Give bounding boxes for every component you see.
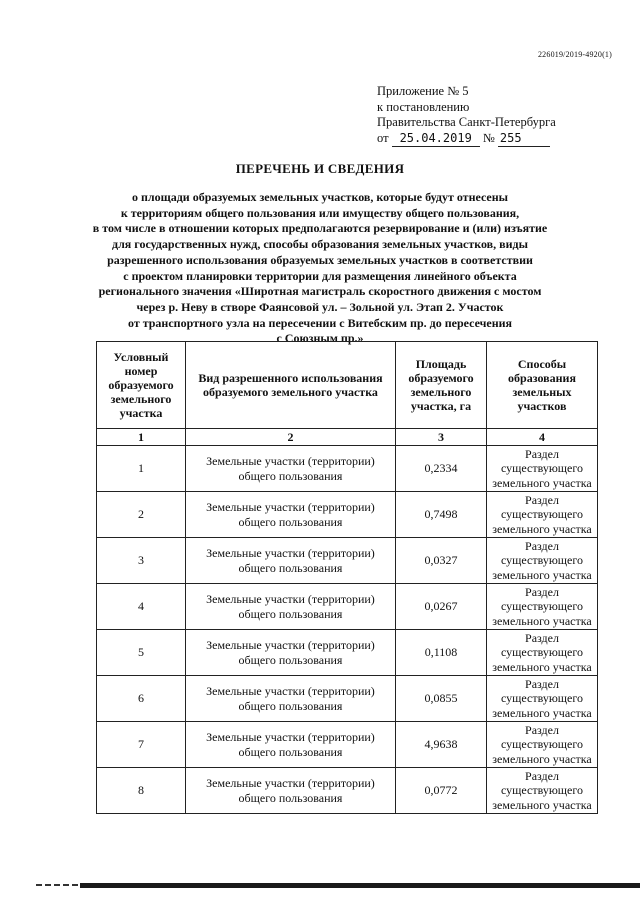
subtitle-line: регионального значения «Широтная магистраль скоростного движения с мостом — [98, 284, 542, 299]
formation-method-cell: Раздел существующего земельного участка — [487, 768, 598, 814]
plot-number-cell: 5 — [97, 630, 186, 676]
table-column-numbers-row — [97, 429, 598, 446]
table-row — [97, 538, 598, 584]
bottom-dashed-rule — [36, 884, 78, 886]
subtitle-line: в том числе в отношении которых предполагаются резервирование и (или) изъятие — [92, 221, 548, 236]
document-subtitle — [60, 190, 580, 347]
plot-number-cell: 6 — [97, 676, 186, 722]
table-row — [97, 768, 598, 814]
area-cell: 0,1108 — [396, 630, 487, 676]
header-area: Площадь образуемого земельного участка, га — [396, 342, 487, 429]
land-plots-table — [96, 341, 598, 814]
permitted-use-cell: Земельные участки (территории) общего пользования — [186, 676, 396, 722]
header-plot-number: Условный номер образуемого земельного участка — [97, 342, 186, 429]
permitted-use-cell: Земельные участки (территории) общего пользования — [186, 584, 396, 630]
bottom-scan-edge — [80, 883, 640, 888]
appendix-date-line — [377, 131, 556, 148]
table-row — [97, 492, 598, 538]
subtitle-line: от транспортного узла на пересечении с Витебским пр. до пересечения — [127, 315, 513, 330]
subtitle-line: о площади образуемых земельных участков, которые будут отнесены — [131, 190, 509, 204]
table-row — [97, 446, 598, 492]
formation-method-cell: Раздел существующего земельного участка — [487, 630, 598, 676]
area-cell: 4,9638 — [396, 722, 487, 768]
formation-method-cell: Раздел существующего земельного участка — [487, 446, 598, 492]
permitted-use-cell: Земельные участки (территории) общего пользования — [186, 768, 396, 814]
formation-method-cell: Раздел существующего земельного участка — [487, 492, 598, 538]
plot-number-cell: 3 — [97, 538, 186, 584]
plot-number-cell: 7 — [97, 722, 186, 768]
appendix-number: 255 — [498, 131, 550, 148]
appendix-date: 25.04.2019 — [392, 131, 480, 148]
area-cell: 0,0855 — [396, 676, 487, 722]
plot-number-cell: 8 — [97, 768, 186, 814]
subtitle-line: через р. Неву в створе Фаянсовой ул. – Зольной ул. Этап 2. Участок — [136, 299, 504, 314]
area-cell: 0,2334 — [396, 446, 487, 492]
permitted-use-cell: Земельные участки (территории) общего пользования — [186, 446, 396, 492]
permitted-use-cell: Земельные участки (территории) общего пользования — [186, 722, 396, 768]
column-number: 4 — [487, 429, 598, 446]
column-number: 2 — [186, 429, 396, 446]
appendix-line-3: Правительства Санкт-Петербурга — [377, 115, 556, 129]
permitted-use-cell: Земельные участки (территории) общего пользования — [186, 538, 396, 584]
subtitle-line: с Союзным пр.» — [276, 331, 364, 346]
table-row — [97, 676, 598, 722]
header-formation-method: Способы образования земельных участков — [487, 342, 598, 429]
document-title: ПЕРЕЧЕНЬ И СВЕДЕНИЯ — [235, 161, 405, 176]
table-header-row — [97, 342, 598, 429]
table-row — [97, 630, 598, 676]
permitted-use-cell: Земельные участки (территории) общего пользования — [186, 630, 396, 676]
subtitle-line: для государственных нужд, способы образования земельных участков, виды — [112, 237, 528, 252]
appendix-from-label: от — [377, 130, 389, 145]
column-number: 1 — [97, 429, 186, 446]
plot-number-cell: 4 — [97, 584, 186, 630]
appendix-line-1: Приложение № 5 — [377, 84, 469, 98]
area-cell: 0,0772 — [396, 768, 487, 814]
appendix-number-label: № — [482, 130, 495, 145]
appendix-line-2: к постановлению — [377, 99, 470, 114]
area-cell: 0,7498 — [396, 492, 487, 538]
document-id: 226019/2019-4920(1) — [537, 50, 612, 59]
table-row — [97, 722, 598, 768]
plot-number-cell: 2 — [97, 492, 186, 538]
appendix-block — [377, 84, 556, 147]
plot-number-cell: 1 — [97, 446, 186, 492]
subtitle-line: с проектом планировки территории для размещения линейного объекта — [123, 268, 517, 283]
column-number: 3 — [396, 429, 487, 446]
area-cell: 0,0267 — [396, 584, 487, 630]
table-row — [97, 584, 598, 630]
header-permitted-use: Вид разрешенного использования образуемого земельного участка — [186, 342, 396, 429]
subtitle-line: разрешенного использования образуемых земельных участков в соответствии — [107, 252, 533, 267]
permitted-use-cell: Земельные участки (территории) общего пользования — [186, 492, 396, 538]
area-cell: 0,0327 — [396, 538, 487, 584]
formation-method-cell: Раздел существующего земельного участка — [487, 722, 598, 768]
formation-method-cell: Раздел существующего земельного участка — [487, 676, 598, 722]
formation-method-cell: Раздел существующего земельного участка — [487, 538, 598, 584]
formation-method-cell: Раздел существующего земельного участка — [487, 584, 598, 630]
subtitle-line: к территориям общего пользования или имуществу общего пользования, — [120, 205, 520, 220]
